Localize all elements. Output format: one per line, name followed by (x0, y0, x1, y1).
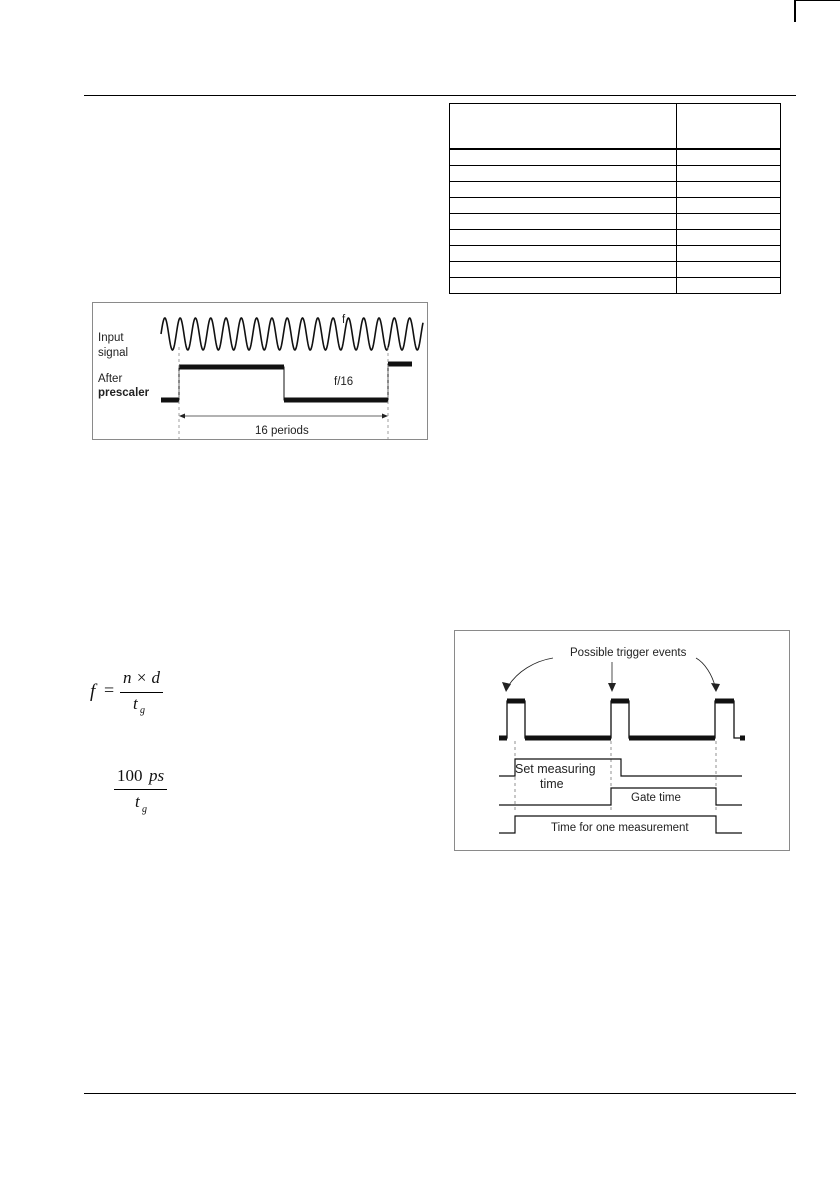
eq1-numerator: n × d (123, 668, 160, 687)
table-cell (450, 198, 677, 214)
gate-time-wave (499, 788, 742, 805)
divided-label: f/16 (334, 376, 354, 388)
table-row (450, 278, 781, 294)
crop-mark-top-right-h (796, 0, 840, 1)
eq2-numerator-number: 100 (117, 766, 143, 785)
table-row (450, 246, 781, 262)
trigger-arrow-right (696, 658, 715, 686)
set-time-line2: time (540, 777, 564, 791)
equation-1 (90, 668, 180, 716)
table-header-row (450, 104, 781, 150)
table-row (450, 149, 781, 166)
table-row (450, 166, 781, 182)
spec-table (449, 103, 781, 294)
table-cell (450, 182, 677, 198)
table-cell (677, 214, 781, 230)
footer-rule (84, 1093, 796, 1094)
periods-label: 16 periods (255, 425, 309, 437)
table-row (450, 230, 781, 246)
set-time-line1: Set measuring (515, 762, 596, 776)
prescaler-figure (92, 302, 428, 440)
table-cell (450, 149, 677, 166)
table-cell (450, 166, 677, 182)
table-cell (677, 278, 781, 294)
table-row (450, 198, 781, 214)
table-row (450, 214, 781, 230)
table-row (450, 182, 781, 198)
table-cell (677, 230, 781, 246)
trigger-diagram (455, 631, 789, 850)
table-cell (677, 246, 781, 262)
eq2-fraction-bar (114, 789, 167, 790)
input-label-line1: Input (98, 332, 124, 344)
eq1-lhs: f (90, 681, 96, 702)
table-cell (450, 262, 677, 278)
eq1-fraction-bar (120, 692, 163, 693)
table-cell (677, 198, 781, 214)
pulse-train (499, 701, 745, 738)
table-cell (450, 278, 677, 294)
trigger-arrowhead-mid (608, 683, 616, 692)
table-cell (677, 166, 781, 182)
trigger-figure (454, 630, 790, 851)
trigger-arrow-left (507, 658, 553, 688)
equation-2 (114, 766, 184, 822)
table-cell (450, 214, 677, 230)
prescaler-diagram (93, 303, 427, 439)
crop-mark-top-right (794, 0, 796, 22)
table-cell (677, 149, 781, 166)
input-sine-wave (161, 318, 423, 350)
table-header-cell (677, 104, 781, 150)
freq-label: f (342, 314, 346, 326)
table-header-cell (450, 104, 677, 150)
table-row (450, 262, 781, 278)
trigger-title: Possible trigger events (570, 647, 687, 659)
eq1-denominator-sub: g (140, 705, 145, 716)
table-cell (677, 182, 781, 198)
arrow-head-left (179, 414, 185, 419)
one-measurement-label: Time for one measurement (551, 822, 689, 834)
trigger-arrowhead-right (711, 683, 720, 692)
eq2-denominator-sub: g (142, 804, 147, 815)
table-cell (677, 262, 781, 278)
eq2-denominator: t (135, 792, 140, 811)
table-cell (450, 230, 677, 246)
table-cell (450, 246, 677, 262)
eq1-denominator: t (133, 694, 138, 713)
header-rule (84, 95, 796, 96)
eq2-numerator-unit: ps (149, 766, 165, 785)
gate-time-label: Gate time (631, 792, 681, 804)
prescaler-label-line2: prescaler (98, 387, 150, 399)
prescaler-label-line1: After (98, 373, 123, 385)
eq1-equals: = (104, 680, 115, 700)
input-label-line2: signal (98, 347, 129, 359)
arrow-head-right (382, 414, 388, 419)
